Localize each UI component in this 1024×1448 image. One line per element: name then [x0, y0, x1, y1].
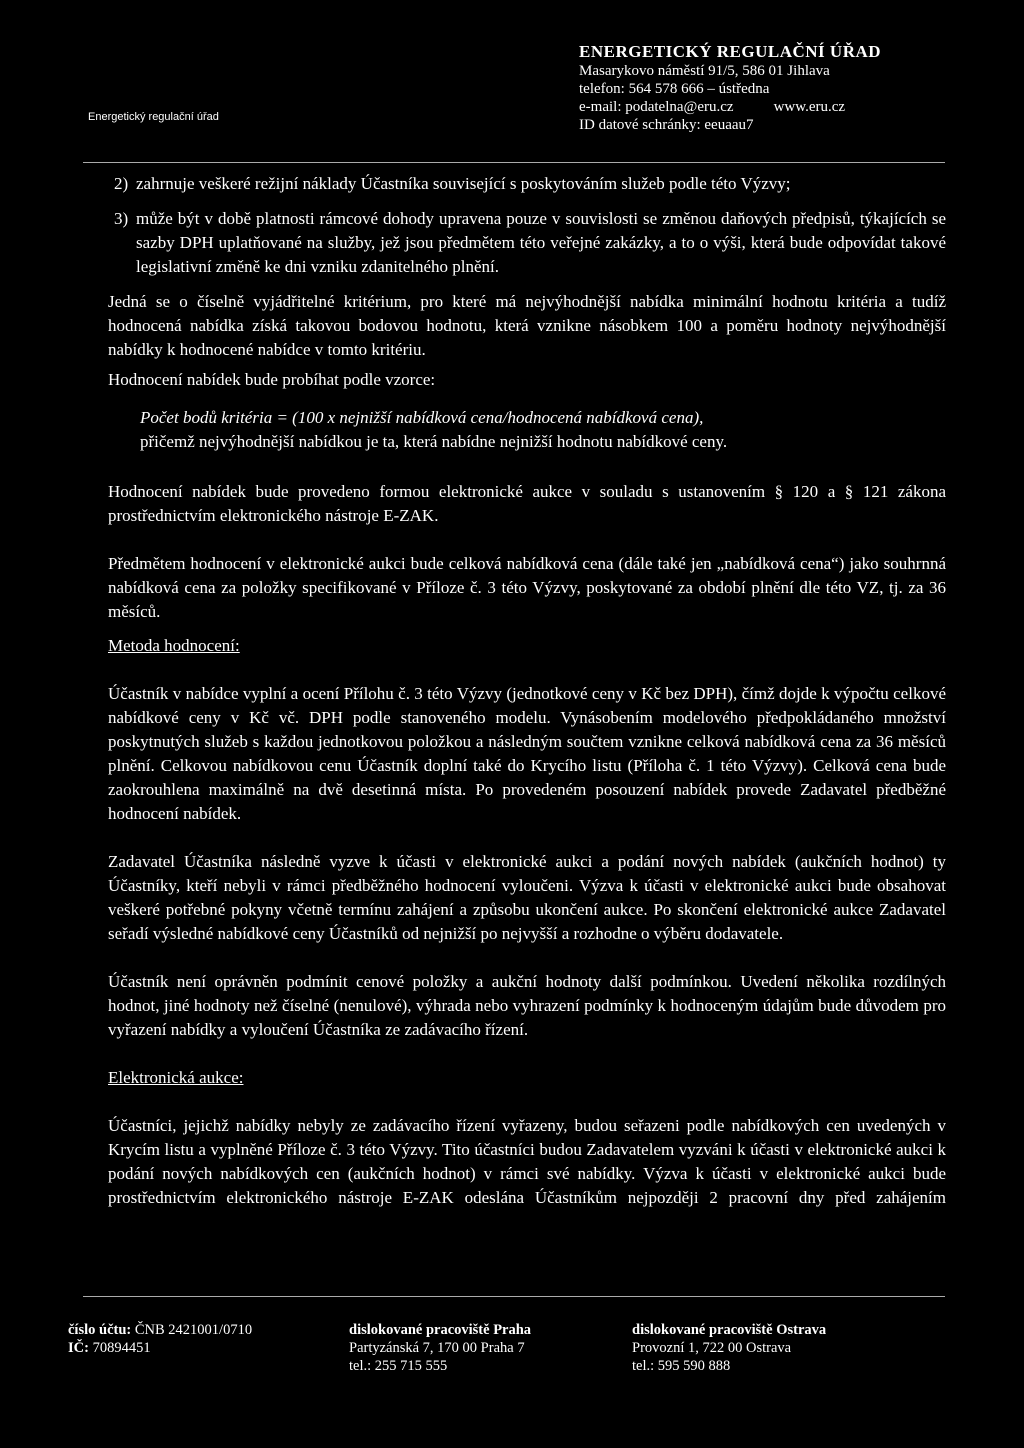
paragraph: Zadavatel Účastníka následně vyzve k účasti v elektronické aukci a podání nových nabídek (aukčních hodnot) ty Účastníky, kteří nebyli v rámci předběžného hodnocení vyloučeni. Výzva k účasti v elektronické aukci bude obsahovat veškeré potřebné pokyny včetně termínu zahájení a způsobu ukončení aukce. Po skončení elektronické aukce Zadavatel seřadí výsledné nabídkové ceny Účastníků od nejnižší po nejvyšší a rozhodne o výběru dodavatele.	[108, 852, 946, 943]
org-databox: ID datové schránky: eeuaau7	[579, 117, 754, 133]
org-phone: telefon: 564 578 666 – ústředna	[579, 81, 770, 97]
header-left-name: Energetický regulační úřad	[88, 111, 219, 123]
paragraph: Účastník v nabídce vyplní a ocení Přílohu č. 3 této Výzvy (jednotkové ceny v Kč bez DPH), čímž dojde k výpočtu celkové nabídkové ceny v Kč vč. DPH podle stanoveného modelu. Vynásobením modelového předpokládaného množství poskytnutých služeb s každou jednotkovou položkou a následným součtem vznikne celková nabídková cena za 36 měsíců plnění. Celkovou nabídkovou cenu Účastník doplní také do Krycího listu (Příloha č. 1 této Výzvy). Celková cena bude zaokrouhlena maximálně na dvě desetinná místa. Po provedeném posouzení nabídek provede Zadavatel předběžné hodnocení nabídek.	[108, 684, 946, 823]
formula: Počet bodů kritéria = (100 x nejnižší nabídková cena/hodnocená nabídková cena),	[140, 408, 704, 427]
formula-block	[108, 406, 946, 454]
paragraph: Účastník není oprávněn podmínit cenové položky a aukční hodnoty další podmínkou. Uvedení několika rozdílných hodnot, jiné hodnoty než číselné (nenulové), výhrada nebo vyhrazení podmínky k hodnoceným údajům bude důvodem pro vyřazení nabídky a vyloučení Účastníka ze zadávacího řízení.	[108, 972, 946, 1039]
section-heading-method: Metoda hodnocení:	[108, 636, 240, 655]
paragraph: Hodnocení nabídek bude probíhat podle vzorce:	[108, 370, 436, 389]
contact-row	[579, 98, 959, 116]
org-name: ENERGETICKÝ REGULAČNÍ ÚŘAD	[579, 42, 882, 61]
org-address: Masarykovo náměstí 91/5, 586 01 Jihlava	[579, 63, 830, 79]
section-heading-auction: Elektronická aukce:	[108, 1068, 244, 1087]
footer-praha: dislokované pracoviště Praha Partyzánská 7, 170 00 Praha 7 tel.: 255 715 555	[349, 1322, 532, 1374]
header-rule	[83, 162, 945, 163]
org-web: www.eru.cz	[773, 99, 846, 115]
org-email: e-mail: podatelna@eru.cz	[579, 99, 734, 115]
paragraph: Předmětem hodnocení v elektronické aukci bude celková nabídková cena (dále také jen „nabídková cena“) jako souhrnná nabídková cena za položky specifikované v Příloze č. 3 této Výzvy, poskytované za období plnění dle této VZ, tj. za 36 měsíců.	[108, 554, 946, 621]
footer-ostrava: dislokované pracoviště Ostrava Provozní 1, 722 00 Ostrava tel.: 595 590 888	[632, 1322, 827, 1374]
footer-rule	[83, 1296, 945, 1297]
formula-note: přičemž nejvýhodnější nabídkou je ta, která nabídne nejnižší hodnotu nabídkové ceny.	[140, 432, 728, 451]
letterhead	[579, 42, 959, 134]
list-item: 2) zahrnuje veškeré režijní náklady Účastníka související s poskytováním služeb podle této Výzvy;	[114, 174, 791, 193]
document-body	[108, 172, 946, 1210]
paragraph: Jedná se o číselně vyjádřitelné kritérium, pro které má nejvýhodnější nabídka minimální hodnotu kritéria a tudíž hodnocená nabídka získá takovou bodovou hodnotu, která vznikne násobkem 100 a poměru hodnoty nejvýhodnější nabídky k hodnocené nabídce v tomto kritériu.	[108, 292, 946, 359]
paragraph: Hodnocení nabídek bude provedeno formou elektronické aukce v souladu s ustanovením § 120 a § 121 zákona prostřednictvím elektronického nástroje E-ZAK.	[108, 482, 946, 525]
paragraph: Účastníci, jejichž nabídky nebyly ze zadávacího řízení vyřazeny, budou seřazeni podle nabídkových cen uvedených v Krycím listu a vyplněné Příloze č. 3 této Výzvy. Tito účastníci budou Zadavatelem vyzváni k účasti v elektronické aukci k podání nových nabídkových cen (aukčních hodnot) v rámci své nabídky. Výzva k účasti v elektronické aukci bude prostřednictvím elektronického nástroje E-ZAK odeslána Účastníkům nejpozději 2 pracovní dny před zahájením	[108, 1116, 946, 1207]
footer-bank: číslo účtu: ČNB 2421001/0710 IČ: 70894451	[68, 1322, 253, 1356]
list-item: 3) může být v době platnosti rámcové dohody upravena pouze v souvislosti se změnou daňových předpisů, týkajících se sazby DPH uplatňované na služby, jež jsou předmětem této veřejné zakázky, a to o výši, která bude odpovídat takové legislativní změně ke dni vzniku zdanitelného plnění.	[114, 209, 946, 276]
